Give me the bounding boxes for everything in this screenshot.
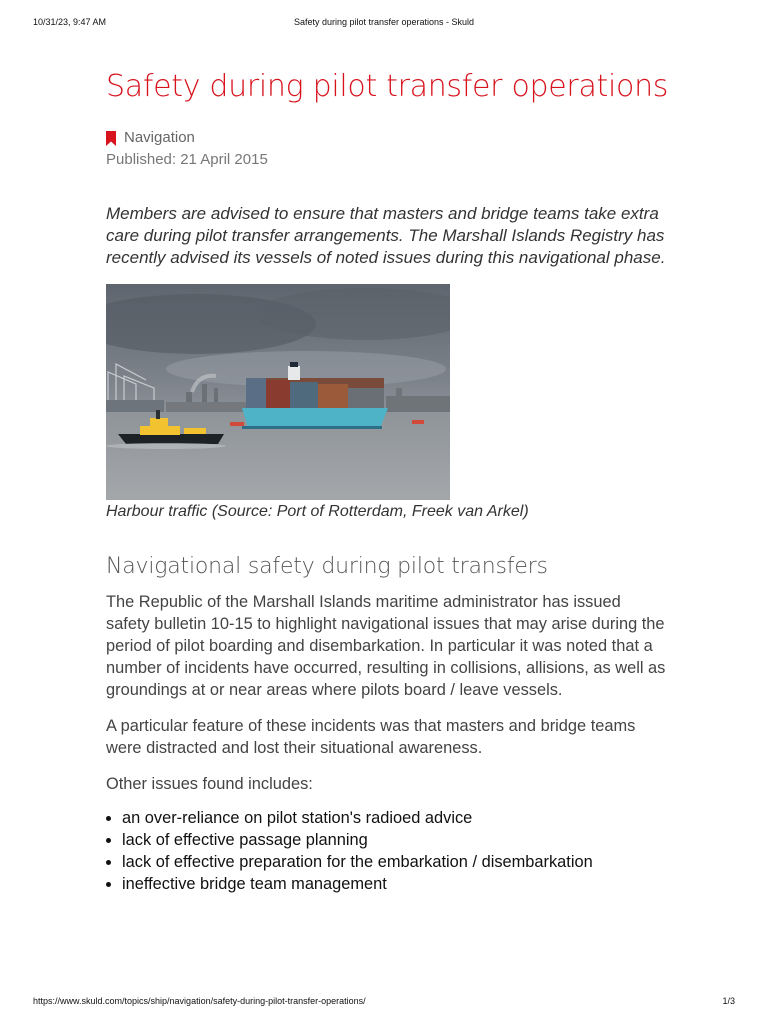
- issues-list: [106, 807, 666, 895]
- published-date: Published: 21 April 2015: [106, 151, 268, 168]
- paragraph: The Republic of the Marshall Islands maritime administrator has issued safety bulletin 10-15 to highlight navigational issues that may arise during the period of pilot boarding and disembarkation. In particular it was noted that a number of incidents have occurred, resulting in collisions, allisions, as well as groundings at or near areas where pilots board / leave vessels.: [106, 593, 666, 699]
- list-item: • lack of effective preparation for the embarkation / disembarkation: [122, 851, 666, 873]
- article: [106, 66, 669, 895]
- list-item: • lack of effective passage planning: [122, 829, 666, 851]
- list-item: • ineffective bridge team management: [122, 873, 666, 895]
- category-label: Navigation: [124, 128, 195, 146]
- page-number: 1/3: [722, 996, 735, 1006]
- article-title: Safety during pilot transfer operations: [106, 69, 669, 104]
- page-url[interactable]: https://www.skuld.com/topics/ship/navigation/safety-during-pilot-transfer-operations/: [33, 996, 366, 1006]
- print-date: 10/31/23, 9:47 AM: [33, 17, 107, 27]
- print-page-title: Safety during pilot transfer operations - Skuld: [293, 17, 475, 27]
- article-lead: Members are advised to ensure that masters and bridge teams take extra care during pilot transfer arrangements. The Marshall Islands Registry has recently advised its vessels of noted issues during this navigational phase.: [106, 204, 666, 267]
- print-footer: [0, 996, 768, 1010]
- list-item: • an over-reliance on pilot station's radioed advice: [122, 807, 666, 829]
- paragraph: A particular feature of these incidents was that masters and bridge teams were distracted and lost their situational awareness.: [106, 717, 636, 757]
- print-header: [0, 17, 768, 31]
- paragraph: Other issues found includes:: [106, 775, 313, 793]
- image-caption: Harbour traffic (Source: Port of Rotterdam, Freek van Arkel): [106, 503, 529, 520]
- harbour-traffic-photo: [106, 284, 450, 500]
- bookmark-icon: [106, 131, 116, 146]
- article-category[interactable]: [106, 127, 666, 147]
- section-heading: Navigational safety during pilot transfers: [106, 554, 548, 579]
